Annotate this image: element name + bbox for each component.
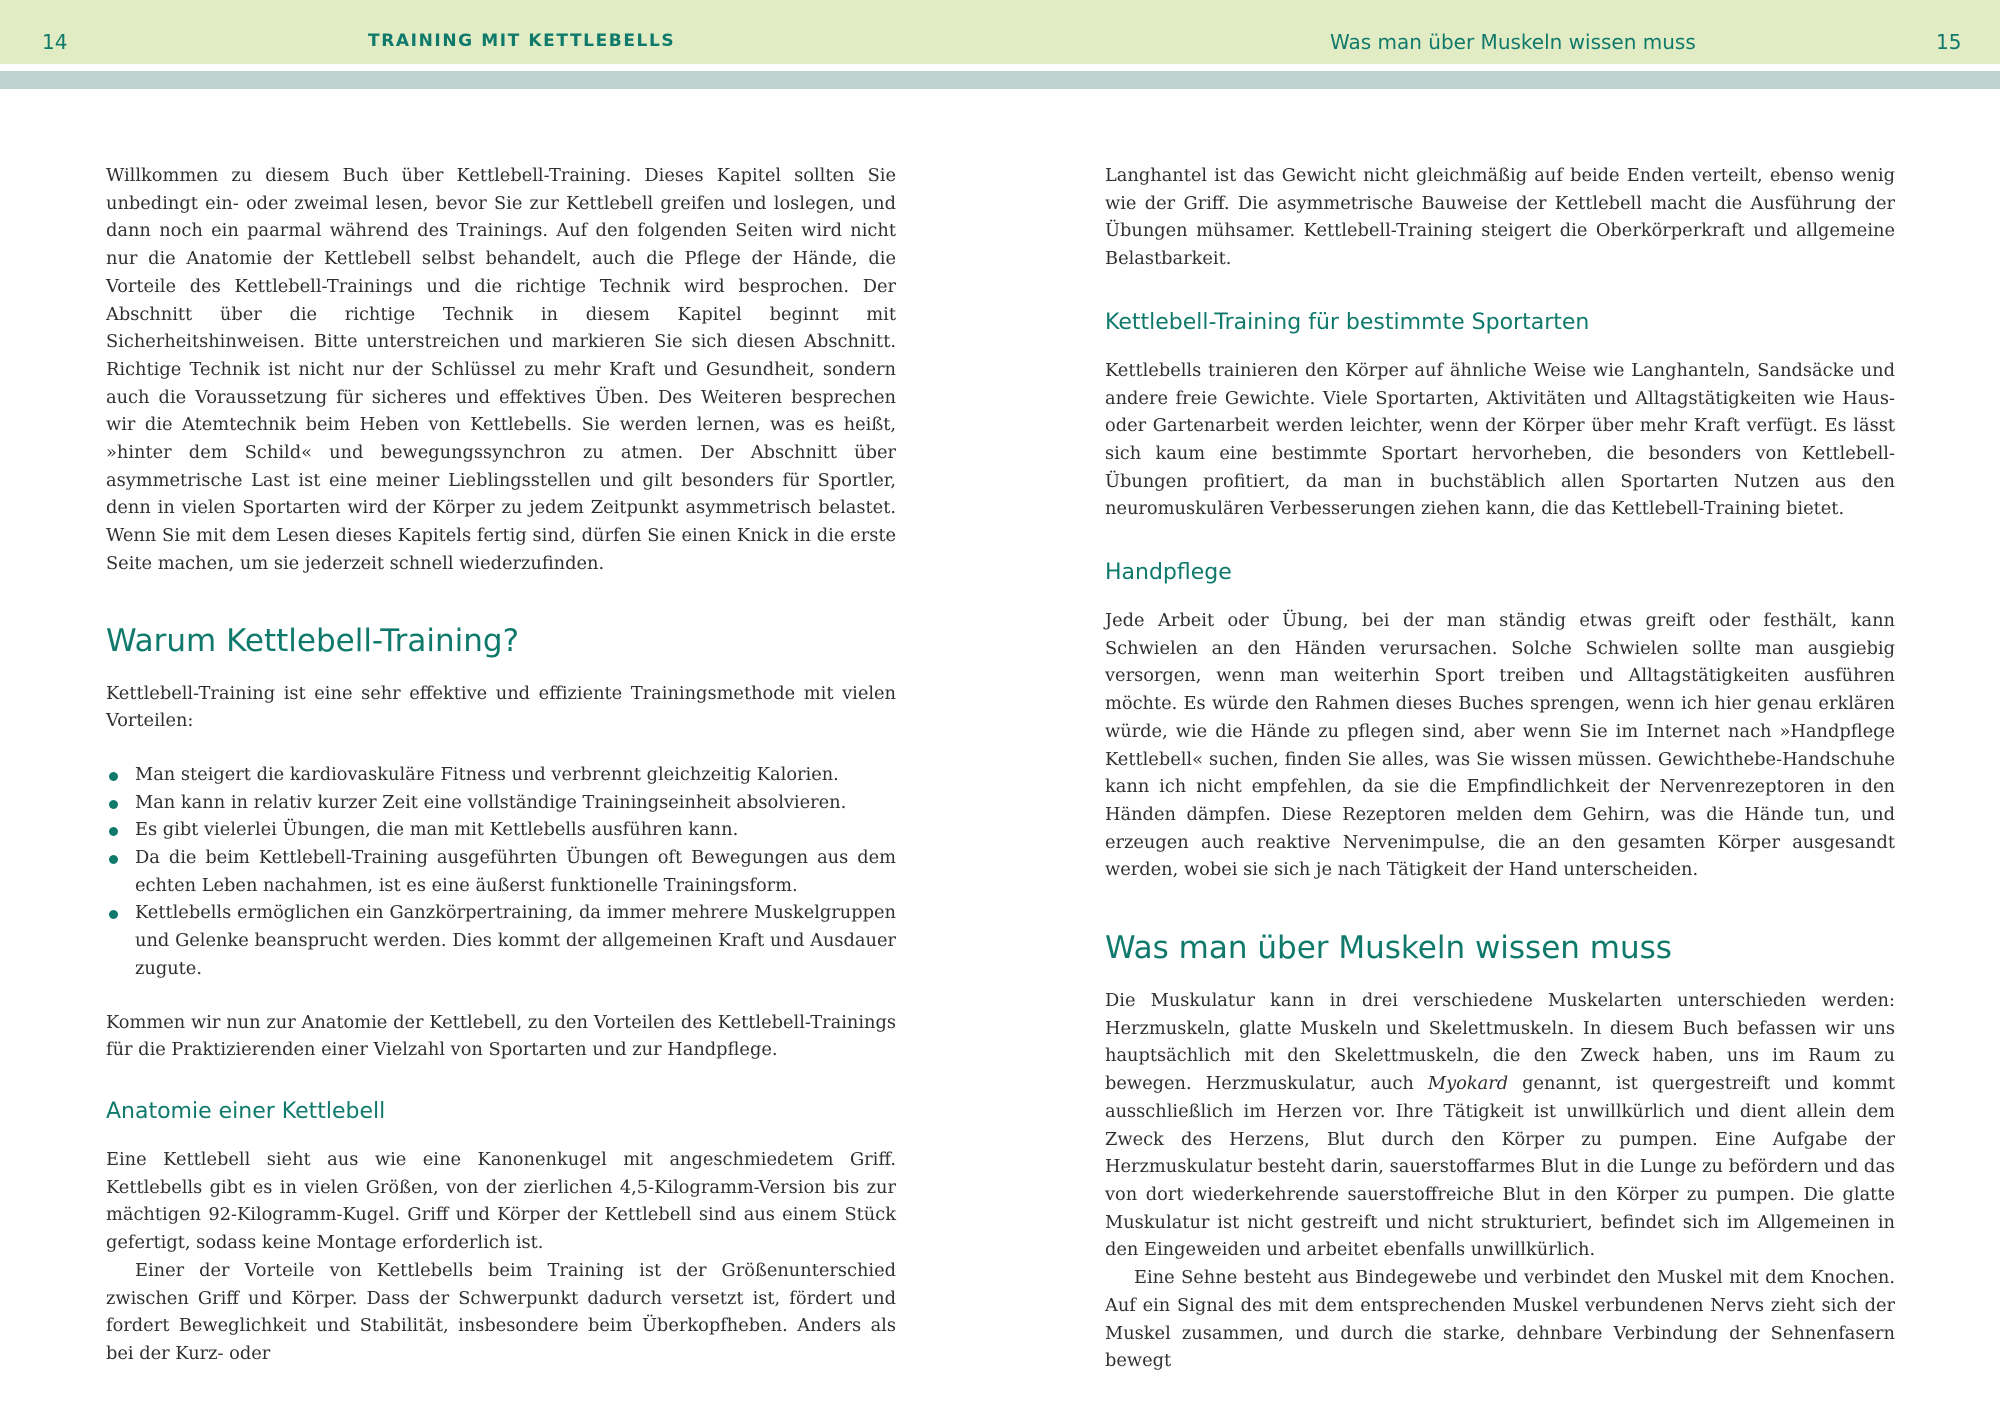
muscles-paragraph-2: Eine Sehne besteht aus Bindegewebe und verbindet den Muskel mit dem Knochen. Auf ein Signal des mit dem entsprechenden Muskel verbundenen Nervs zieht sich der Muskel zusammen, und durch die starke, dehnbare Verbindung der Sehnenfasern bewegt [1105,1267,1895,1372]
sports-paragraph: Kettlebells trainieren den Körper auf ähnliche Weise wie Langhanteln, Sandsäcke und andere freie Gewichte. Viele Sportarten, Aktivitäten und Alltagstätigkeiten wie Haus- oder Gartenarbeit werden leichter, wenn der Körper über mehr Kraft verfügt. Es lässt sich kaum eine bestimmte Sportart hervorheben, die besonders von Kettlebell-Übungen profitiert, da man in buchstäblich allen Sportarten Nutzen aus den neuromuskulären Verbesserungen ziehen kann, die das Kettlebell-Training bietet. [1105,359,1895,520]
running-head-right: Was man über Muskeln wissen muss [1330,30,1696,54]
muscles-paragraph-1 [1105,987,1895,1264]
bullet-dot-icon [109,910,118,919]
bullet-dot-icon [109,827,118,836]
benefits-list [106,761,896,983]
left-page-column [106,162,896,1368]
list-item [106,844,896,899]
intro-paragraph: Willkommen zu diesem Buch über Kettlebell-Training. Dieses Kapitel sollten Sie unbedingt ein- oder zweimal lesen, bevor Sie zur Kettlebell greifen und loslegen, und dann noch ein paarmal während des Trainings. Auf den folgenden Seiten wird nicht nur die Anatomie der Kettlebell selbst behandelt, auch die Pflege der Hände, die Vorteile des Kettlebell-Trainings und die richtige Technik wird besprochen. Der Abschnitt über die richtige Technik in diesem Kapitel beginnt mit Sicherheitshinweisen. Bitte unterstreichen und markieren Sie sich diesen Abschnitt. Richtige Technik ist nicht nur der Schlüssel zu mehr Kraft und Gesundheit, sondern auch die Voraussetzung für sicheres und effektives Üben. Des Weiteren besprechen wir die Atemtechnik beim Heben von Kettlebells. Sie werden lernen, was es heißt, »hinter dem Schild« und bewegungssynchron zu atmen. Der Abschnitt über asymmetrische Last ist eine meiner Lieblingsstellen und gilt besonders für Sportler, denn in vielen Sportarten wird der Körper zu jedem Zeitpunkt asymmetrisch belastet. Wenn Sie mit dem Lesen dieses Kapitels fertig sind, dürfen Sie einen Knick in die erste Seite machen, um sie jederzeit schnell wiederzufinden. [106,165,896,574]
list-item-text: Man steigert die kardiovaskuläre Fitness und verbrennt gleichzeitig Kalorien. [135,763,839,785]
list-item-text: Es gibt vielerlei Übungen, die man mit Kettlebells ausführen kann. [135,819,739,841]
continued-paragraph: Langhantel ist das Gewicht nicht gleichmäßig auf beide Enden verteilt, ebenso wenig wie der Griff. Die asymmetrische Bauweise der Kettlebell macht die Ausführung der Übungen mühsamer. Kettlebell-Training steigert die Oberkörperkraft und allgemeine Belastbarkeit. [1105,165,1895,270]
muscles-text-a: Die Muskulatur kann in drei verschiedene Muskelarten unterschieden werden: Herzmuskeln, glatte Muskeln und Skelettmuskeln. In diesem Buch befassen wir uns hauptsächlich mit den Skelettmuskeln, die den Zweck haben, uns im Raum zu bewegen. Herzmuskulatur, auch [1105,990,1895,1095]
page-number-right: 15 [1936,30,1962,54]
list-item-text: Da die beim Kettlebell-Training ausgeführten Übungen oft Bewegungen aus dem echten Leben nachahmen, ist es eine äußerst funktionelle Trainingsform. [135,847,896,896]
muscles-text-b: genannt, ist quergestreift und kommt ausschließlich im Herzen vor. Ihre Tätigkeit ist unwillkürlich und dient allein dem Zweck des Herzens, Blut durch den Körper zu pumpen. Eine Aufgabe der Herzmuskulatur besteht darin, sauerstoffarmes Blut in die Lunge zu befördern und das von dort wiederkehrende sauerstoffreiche Blut in den Körper zu pumpen. Die glatte Muskulatur ist nicht gestreift und nicht strukturiert, befindet sich im Allgemeinen in den Eingeweiden und arbeitet ebenfalls unwillkürlich. [1105,1073,1895,1261]
heading-anatomy: Anatomie einer Kettlebell [106,1098,386,1124]
hand-care-paragraph: Jede Arbeit oder Übung, bei der man ständig etwas greift oder festhält, kann Schwielen an den Händen verursachen. Solche Schwielen sollte man ausgiebig versorgen, wenn man weiterhin Sport treiben und Alltagstätigkeiten ausführen möchte. Es würde den Rahmen dieses Buches sprengen, wenn ich hier genau erklären würde, wie die Hände zu pflegen sind, aber wenn Sie im Internet nach »Handpflege Kettlebell« suchen, finden Sie alles, was Sie wissen müssen. Gewichthebe-Handschuhe kann ich nicht empfehlen, da sie die Empfindlichkeit der Nervenrezeptoren in den Händen dämpfen. Diese Rezeptoren melden dem Gehirn, was die Hände tun, und erzeugen auch reaktive Nervenimpulse, die an den gesamten Körper ausgesandt werden, wobei sie sich je nach Tätigkeit der Hand unterscheiden. [1105,610,1895,881]
myokard-term: Myokard [1427,1073,1509,1095]
right-page-column [1105,162,1895,1375]
list-item-text: Man kann in relativ kurzer Zeit eine vollständige Trainingseinheit absolvieren. [135,791,847,813]
anatomy-paragraph-2: Einer der Vorteile von Kettlebells beim Training ist der Größenunterschied zwischen Griff und Körper. Dass der Schwerpunkt dadurch versetzt ist, fördert und fordert Beweglichkeit und Stabilität, insbesondere beim Überkopfheben. Anders als bei der Kurz- oder [106,1259,896,1364]
list-item [106,761,896,789]
list-item-text: Kettlebells ermöglichen ein Ganzkörpertraining, da immer mehrere Muskelgruppen und Gelenke beansprucht werden. Dies kommt der allgemeinen Kraft und Ausdauer zugute. [135,902,896,979]
header-rule [0,71,2000,89]
list-item [106,789,896,817]
anatomy-paragraph-1: Eine Kettlebell sieht aus wie eine Kanonenkugel mit angeschmiedetem Griff. Kettlebells gibt es in vielen Größen, von der zierlichen 4,5-Kilogramm-Version bis zur mächtigen 92-Kilogramm-Kugel. Griff und Körper der Kettlebell sind aus einem Stück gefertigt, sodass keine Montage erforderlich ist. [106,1148,896,1254]
heading-muscles: Was man über Muskeln wissen muss [1105,930,1672,967]
header-band [0,0,2000,64]
heading-sports: Kettlebell-Training für bestimmte Sportarten [1105,309,1590,335]
heading-hand-care: Handpflege [1105,560,1232,586]
why-intro-paragraph: Kettlebell-Training ist eine sehr effektive und effiziente Trainingsmethode mit vielen Vorteilen: [106,682,896,732]
list-item [106,899,896,982]
bullet-dot-icon [109,772,118,781]
bullet-dot-icon [109,800,118,809]
header-separator [0,64,2000,71]
heading-why-kettlebell: Warum Kettlebell-Training? [106,622,520,659]
list-item [106,816,896,844]
why-outro-paragraph: Kommen wir nun zur Anatomie der Kettlebell, zu den Vorteilen des Kettlebell-Trainings für die Praktizierenden einer Vielzahl von Sportarten und zur Handpflege. [106,1011,896,1061]
page-number-left: 14 [42,30,68,54]
bullet-dot-icon [109,855,118,864]
running-head-left: TRAINING MIT KETTLEBELLS [368,31,676,51]
